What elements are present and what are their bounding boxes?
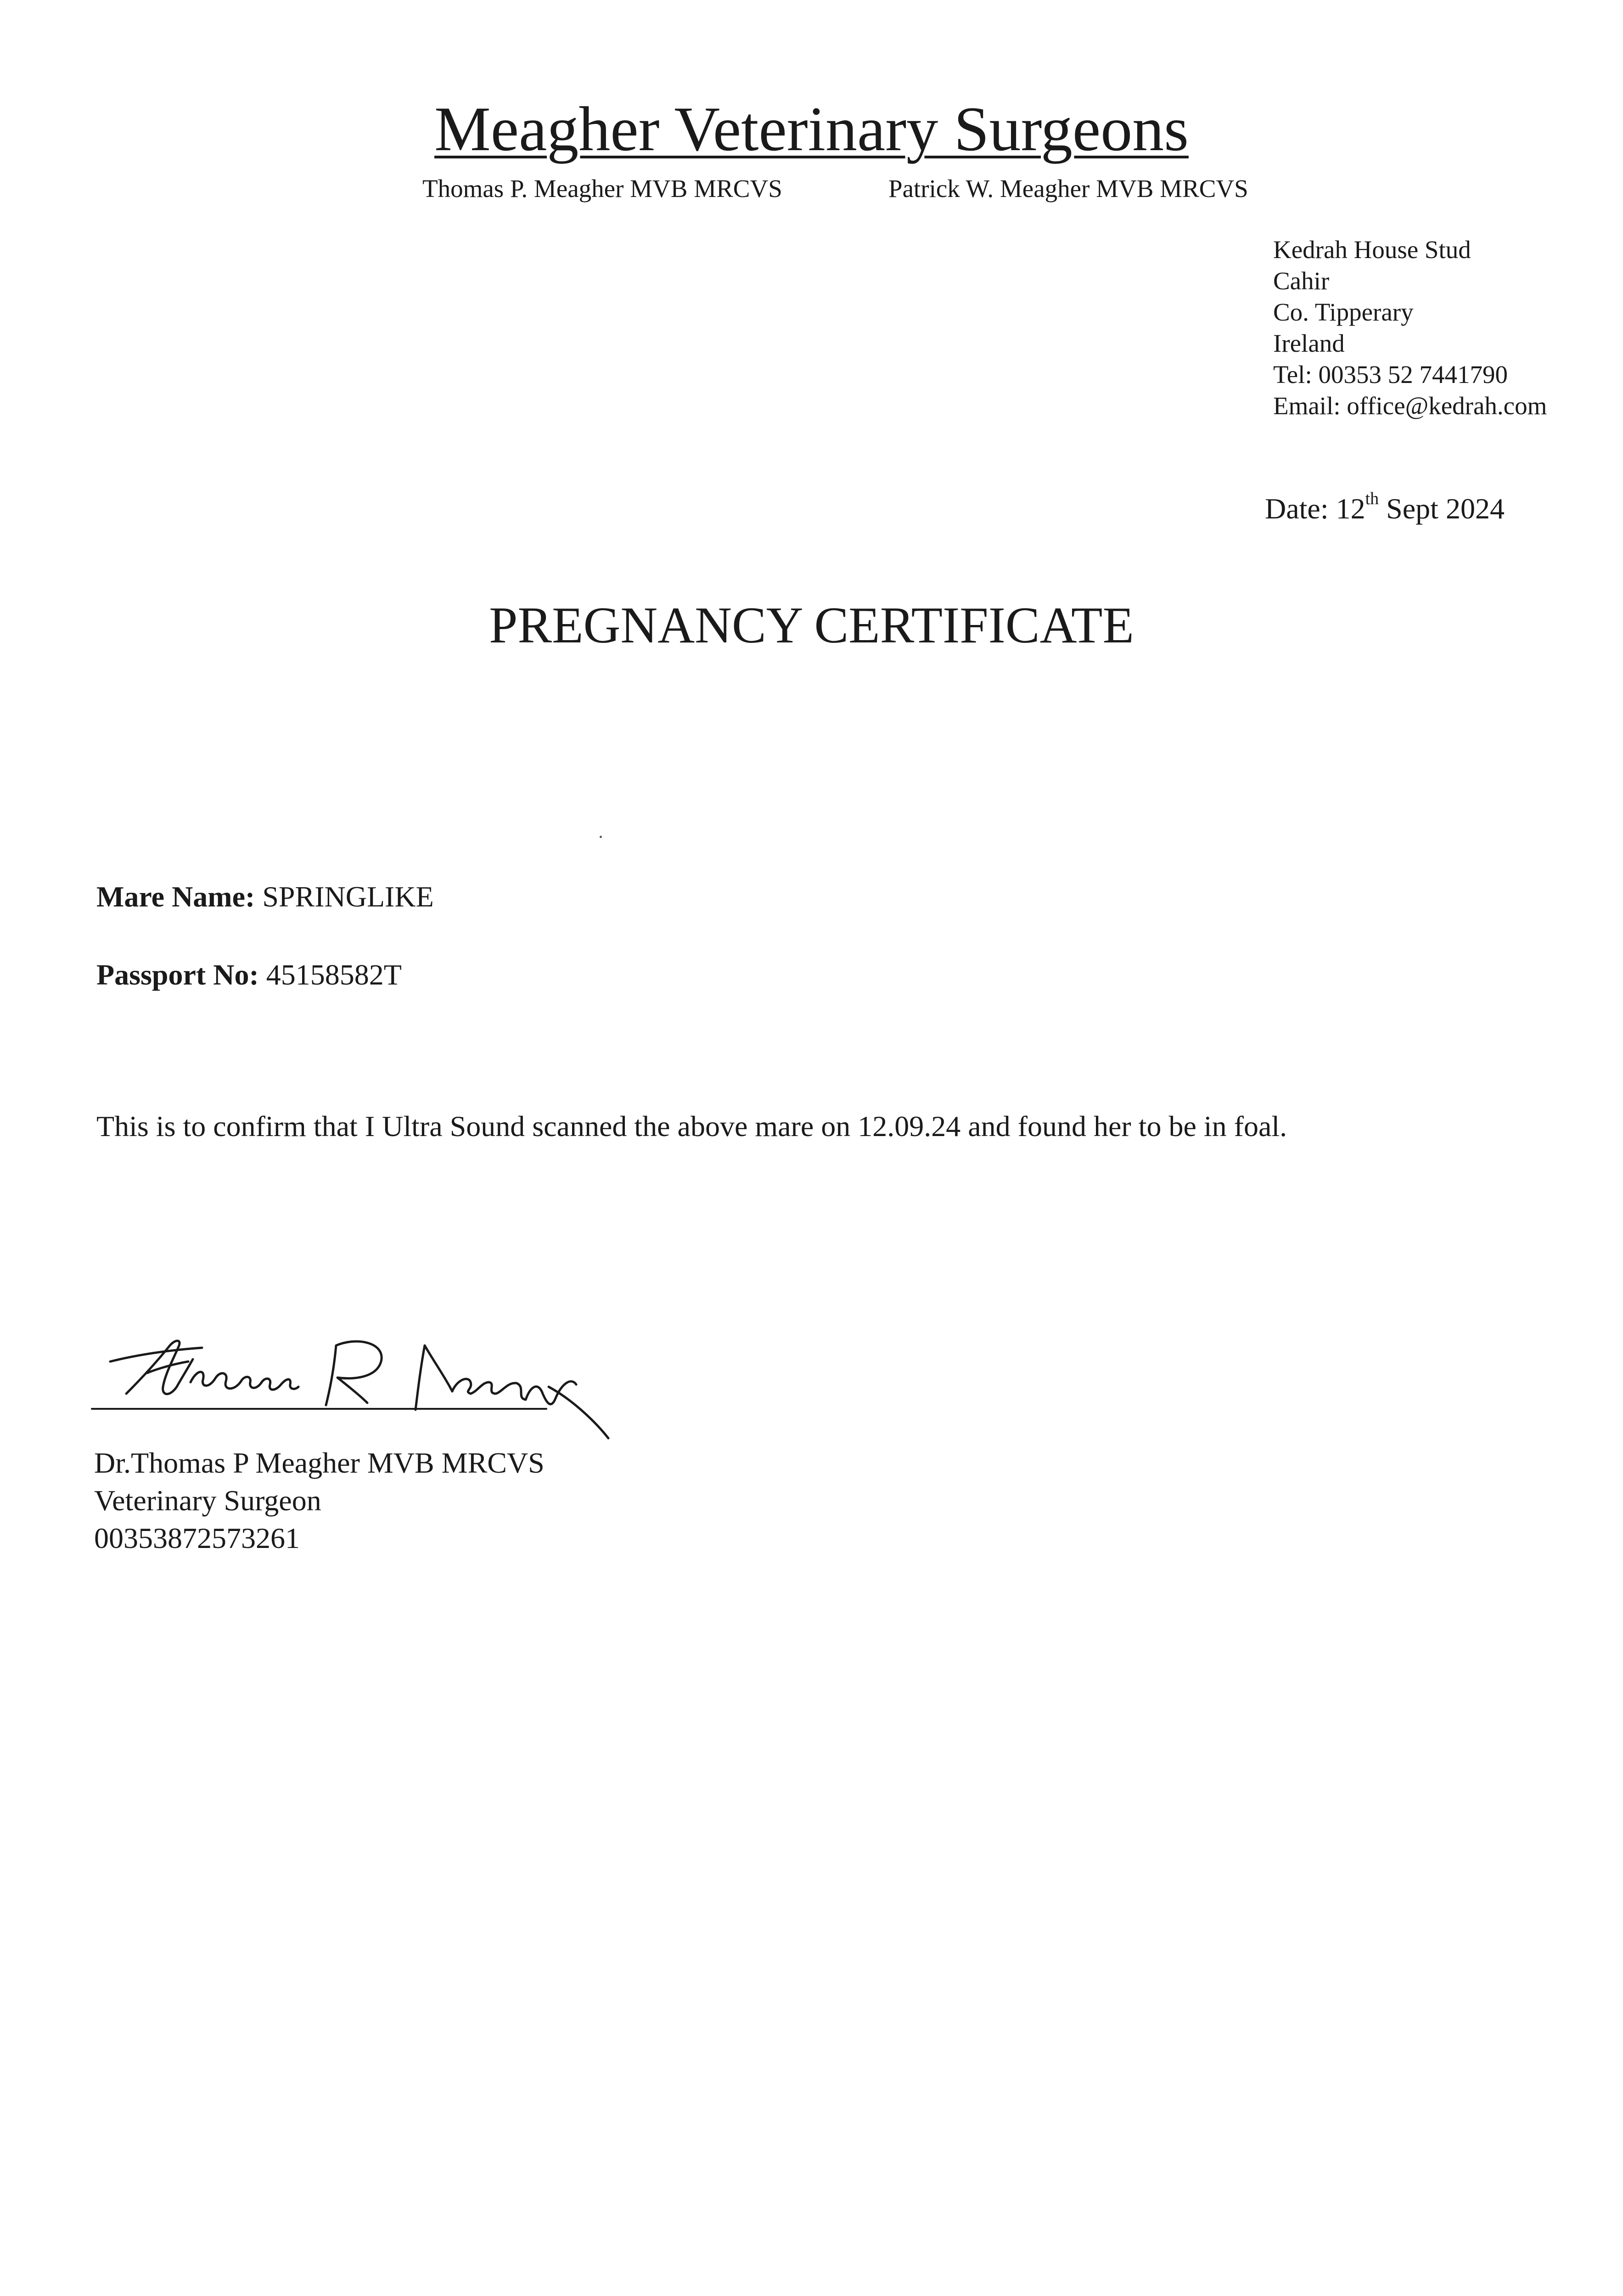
vet-name-right: Patrick W. Meagher MVB MRCVS xyxy=(888,174,1248,203)
scan-speck xyxy=(600,836,602,838)
date-rest: Sept 2024 xyxy=(1379,492,1505,525)
signer-block xyxy=(94,1444,545,1557)
document-title: PREGNANCY CERTIFICATE xyxy=(489,597,1134,654)
signer-name: Dr.Thomas P Meagher MVB MRCVS xyxy=(94,1446,545,1479)
date-ordinal-suffix: th xyxy=(1365,489,1379,508)
address-line: Cahir xyxy=(1273,267,1330,295)
certificate-date xyxy=(1265,491,1505,527)
signer-title: Veterinary Surgeon xyxy=(94,1484,321,1517)
mare-name-label: Mare Name: xyxy=(96,880,255,913)
practice-name xyxy=(0,94,1623,164)
vet-name-left: Thomas P. Meagher MVB MRCVS xyxy=(422,174,782,203)
handwritten-signature xyxy=(83,1318,661,1446)
passport-value: 45158582T xyxy=(266,958,402,991)
address-line: Ireland xyxy=(1273,329,1345,357)
signer-phone: 00353872573261 xyxy=(94,1522,300,1554)
address-line: Co. Tipperary xyxy=(1273,298,1414,326)
passport-field xyxy=(96,957,402,993)
mare-name-value: SPRINGLIKE xyxy=(262,880,434,913)
address-block xyxy=(1273,234,1547,422)
passport-label: Passport No: xyxy=(96,958,259,991)
address-phone: Tel: 00353 52 7441790 xyxy=(1273,360,1508,388)
confirmation-statement: This is to confirm that I Ultra Sound scanned the above mare on 12.09.24 and found her to be in foal. xyxy=(96,1110,1287,1142)
address-email: Email: office@kedrah.com xyxy=(1273,392,1547,420)
date-label: Date: 12 xyxy=(1265,492,1365,525)
address-line: Kedrah House Stud xyxy=(1273,236,1471,264)
practice-name-text: Meagher Veterinary Surgeons xyxy=(434,94,1189,164)
mare-name-field xyxy=(96,879,434,915)
